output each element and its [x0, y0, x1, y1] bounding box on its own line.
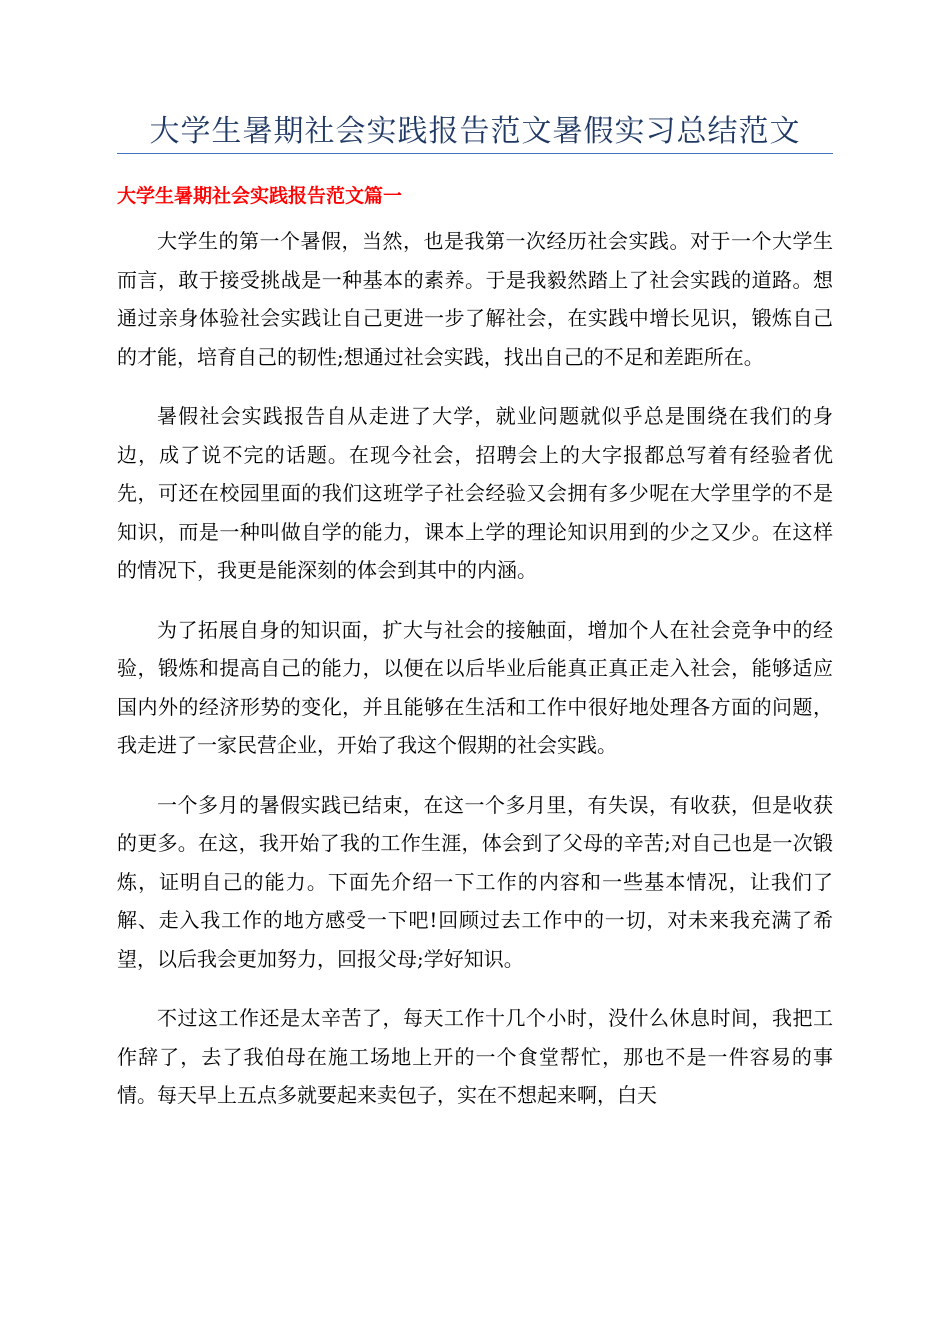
section-heading: 大学生暑期社会实践报告范文篇一 [117, 185, 403, 207]
title-underline [117, 153, 833, 154]
paragraph-2: 暑假社会实践报告自从走进了大学，就业问题就似乎总是围绕在我们的身边，成了说不完的话题。在现今社会，招聘会上的大字报都总写着有经验者优先，可还在校园里面的我们这班学子社会经验又会拥有多少呢在大学里学的不是知识，而是一种叫做自学的能力，课本上学的理论知识用到的少之又少。在这样的情况下，我更是能深刻的体会到其中的内涵。 [117, 404, 833, 582]
document-body [117, 222, 833, 1136]
document-title: 大学生暑期社会实践报告范文暑假实习总结范文 [149, 114, 801, 149]
paragraph-1: 大学生的第一个暑假，当然，也是我第一次经历社会实践。对于一个大学生而言，敢于接受挑战是一种基本的素养。于是我毅然踏上了社会实践的道路。想通过亲身体验社会实践让自己更进一步了解社会，在实践中增长见识，锻炼自己的才能，培育自己的韧性;想通过社会实践，找出自己的不足和差距所在。 [117, 229, 833, 369]
paragraph-5: 不过这工作还是太辛苦了，每天工作十几个小时，没什么休息时间，我把工作辞了，去了我伯母在施工场地上开的一个食堂帮忙，那也不是一件容易的事情。每天早上五点多就要起来卖包子，实在不想起来啊，白天 [117, 1006, 833, 1107]
paragraph-4: 一个多月的暑假实践已结束，在这一个多月里，有失误，有收获，但是收获的更多。在这，我开始了我的工作生涯，体会到了父母的辛苦;对自己也是一次锻炼，证明自己的能力。下面先介绍一下工作的内容和一些基本情况，让我们了解、走入我工作的地方感受一下吧!回顾过去工作中的一切，对未来我充满了希望，以后我会更加努力，回报父母;学好知识。 [117, 792, 833, 971]
paragraph-3: 为了拓展自身的知识面，扩大与社会的接触面，增加个人在社会竞争中的经验，锻炼和提高自己的能力，以便在以后毕业后能真正真正走入社会，能够适应国内外的经济形势的变化，并且能够在生活和工作中很好地处理各方面的问题，我走进了一家民营企业，开始了我这个假期的社会实践。 [117, 617, 833, 757]
